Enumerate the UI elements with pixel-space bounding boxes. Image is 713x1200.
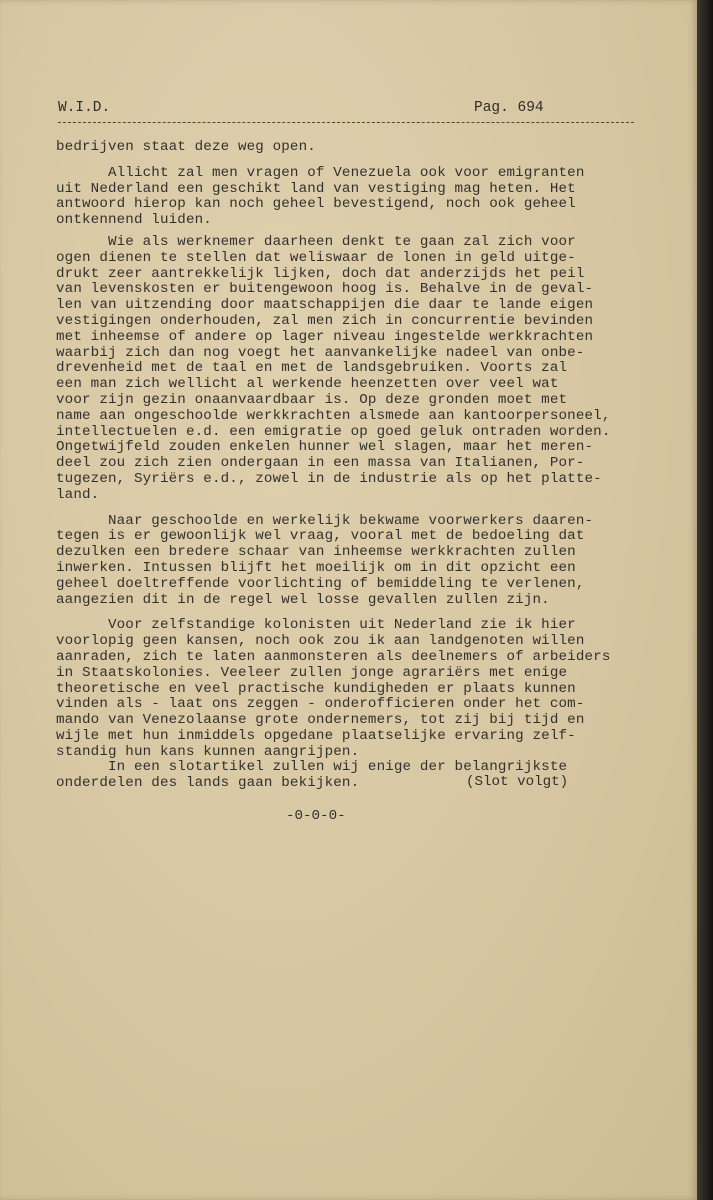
- text-line: Voor zelfstandige kolonisten uit Nederland zie ik hier: [56, 617, 576, 634]
- text-line: In een slotartikel zullen wij enige der belangrijkste: [56, 759, 568, 776]
- text-line: voor zijn gezin onaanvaardbaar is. Op deze gronden moet met: [56, 391, 568, 408]
- text-line: aanraden, zich te laten aanmonsteren als deelnemers of arbeiders: [56, 648, 611, 665]
- text-line: onderdelen des lands gaan bekijken.: [56, 775, 360, 792]
- text-line: in Staatskolonies. Veeleer zullen jonge agrariërs met enige: [56, 664, 568, 681]
- text-line: vinden als - laat ons zeggen - onderofficieren onder het com-: [56, 696, 585, 713]
- text-line: wijle met hun inmiddels opgedane plaatselijke ervaring zelf-: [56, 727, 576, 744]
- text-line: theoretische en veel practische kundigheden er plaats kunnen: [56, 680, 576, 697]
- text-line: geheel doeltreffende voorlichting of bemiddeling te verlenen,: [56, 575, 585, 592]
- text-line: bedrijven staat deze weg open.: [56, 139, 316, 155]
- article-body: [56, 140, 656, 792]
- text-line: vestigingen onderhouden, zal men zich in concurrentie bevinden: [56, 312, 594, 329]
- text-line: len van uitzending door maatschappijen die daar te lande eigen: [56, 297, 594, 314]
- section-end-mark: -0-0-0-: [286, 808, 346, 824]
- paragraph: [56, 166, 656, 229]
- text-line: uit Nederland een geschikt land van vestiging mag heten. Het: [56, 180, 576, 197]
- text-line: Wie als werknemer daarheen denkt te gaan zal zich voor: [56, 233, 576, 250]
- header-publication: W.I.D.: [58, 100, 111, 116]
- text-line: tegen is er gewoonlijk wel vraag, vooral met de bedoeling dat: [56, 528, 585, 545]
- text-line: standig hun kans kunnen aangrijpen.: [56, 743, 360, 760]
- paragraph: [56, 140, 656, 156]
- text-line: voorlopig geen kansen, noch ook zou ik aan landgenoten willen: [56, 633, 585, 650]
- page-edge-shadow: [697, 0, 713, 1200]
- text-line: drevenheid met de taal en met de landsgebruiken. Voorts zal: [56, 360, 568, 377]
- text-line: met inheemse of andere op lager niveau ingestelde werkkrachten: [56, 328, 594, 345]
- text-line: ogen dienen te stellen dat weliswaar de lonen in geld uitge-: [56, 249, 576, 266]
- text-line: tugezen, Syriërs e.d., zowel in de industrie als op het platte-: [56, 470, 602, 487]
- text-line: Ongetwijfeld zouden enkelen hunner wel slagen, maar het meren-: [56, 439, 594, 456]
- text-line: mando van Venezolaanse grote ondernemers, tot zij bij tijd en: [56, 712, 585, 729]
- text-line: Allicht zal men vragen of Venezuela ook voor emigranten: [56, 164, 585, 181]
- text-line: van levenskosten er buitengewoon hoog is. Behalve in de geval-: [56, 281, 594, 298]
- text-line: land.: [56, 486, 100, 503]
- page-header: [58, 98, 634, 123]
- paragraph: [56, 618, 656, 760]
- text-line: inwerken. Intussen blijft het moeilijk om in dit opzicht een: [56, 559, 576, 576]
- text-line: Naar geschoolde en werkelijk bekwame voorwerkers daaren-: [56, 512, 594, 529]
- paragraph: [56, 235, 656, 504]
- text-line: name aan ongeschoolde werkkrachten alsmede aan kantoorpersoneel,: [56, 407, 611, 424]
- header-page-number: Pag. 694: [474, 100, 544, 116]
- text-line: een man zich wellicht al werkende heenzetten over veel wat: [56, 376, 559, 393]
- text-line: ontkennend luiden.: [56, 212, 212, 229]
- text-line: dezulken een bredere schaar van inheemse werkkrachten zullen: [56, 544, 576, 561]
- text-line: aangezien dit in de regel wel losse gevallen zullen zijn.: [56, 591, 550, 608]
- text-line: antwoord hierop kan noch geheel bevestigend, noch ook geheel: [56, 196, 576, 213]
- text-line: intellectuelen e.d. een emigratie op goed geluk ontraden worden.: [56, 423, 611, 440]
- paragraph: [56, 514, 656, 609]
- text-line: waarbij zich dan nog voegt het aanvankelijke nadeel van onbe-: [56, 344, 585, 361]
- continuation-note: (Slot volgt): [466, 774, 569, 790]
- text-line: drukt zeer aantrekkelijk lijken, doch dat anderzijds het peil: [56, 265, 585, 282]
- text-line: deel zou zich zien ondergaan in een massa van Italianen, Por-: [56, 455, 585, 472]
